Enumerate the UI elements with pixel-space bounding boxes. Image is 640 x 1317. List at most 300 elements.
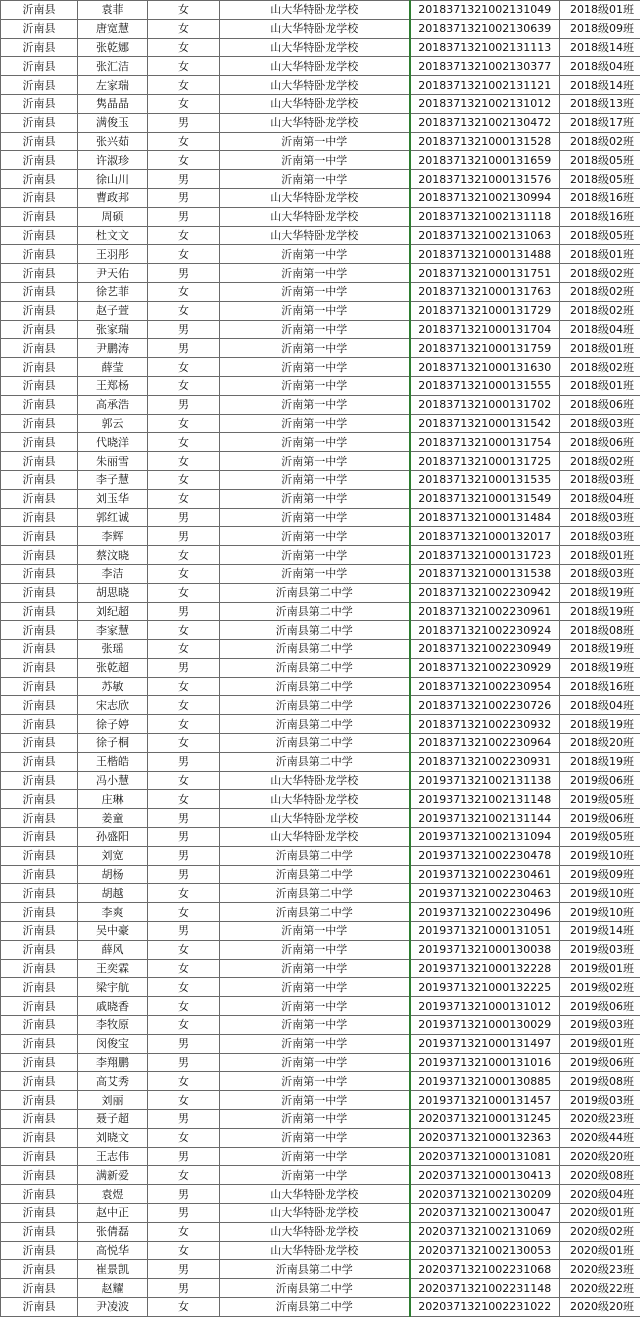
gender-cell: 女 [148, 1241, 220, 1260]
class-cell: 2020级20班 [560, 1147, 640, 1166]
county-cell: 沂南县 [1, 715, 78, 734]
school-cell: 沂南第一中学 [220, 414, 410, 433]
county-cell: 沂南县 [1, 1016, 78, 1035]
county-cell: 沂南县 [1, 922, 78, 941]
table-row [1, 57, 640, 76]
county-cell: 沂南县 [1, 433, 78, 452]
name-cell: 袁煜 [78, 1185, 148, 1204]
school-cell: 沂南县第二中学 [220, 1297, 410, 1316]
county-cell: 沂南县 [1, 752, 78, 771]
gender-cell: 女 [148, 903, 220, 922]
county-cell: 沂南县 [1, 358, 78, 377]
gender-cell: 女 [148, 19, 220, 38]
class-cell: 2018级05班 [560, 226, 640, 245]
name-cell: 郭云 [78, 414, 148, 433]
gender-cell: 女 [148, 1016, 220, 1035]
name-cell: 冯小慧 [78, 771, 148, 790]
county-cell: 沂南县 [1, 940, 78, 959]
name-cell: 高艾秀 [78, 1072, 148, 1091]
school-cell: 沂南第一中学 [220, 940, 410, 959]
table-row [1, 546, 640, 565]
school-cell: 沂南第一中学 [220, 997, 410, 1016]
county-cell: 沂南县 [1, 583, 78, 602]
class-cell: 2020级08班 [560, 1166, 640, 1185]
name-cell: 李子慧 [78, 470, 148, 489]
table-row [1, 1016, 640, 1035]
student-id-cell: 2018371321002230964 [410, 734, 560, 753]
gender-cell: 女 [148, 940, 220, 959]
county-cell: 沂南县 [1, 1, 78, 20]
name-cell: 赵中正 [78, 1204, 148, 1223]
table-row [1, 658, 640, 677]
student-id-cell: 2018371321000131538 [410, 564, 560, 583]
name-cell: 李翔鹏 [78, 1053, 148, 1072]
student-id-cell: 2019371321000130038 [410, 940, 560, 959]
name-cell: 刘晓文 [78, 1128, 148, 1147]
gender-cell: 男 [148, 1185, 220, 1204]
student-id-cell: 2020371321000132363 [410, 1128, 560, 1147]
name-cell: 代晓洋 [78, 433, 148, 452]
class-cell: 2018级20班 [560, 734, 640, 753]
table-row [1, 1185, 640, 1204]
county-cell: 沂南县 [1, 1241, 78, 1260]
name-cell: 袁菲 [78, 1, 148, 20]
class-cell: 2018级03班 [560, 508, 640, 527]
school-cell: 山大华特卧龙学校 [220, 38, 410, 57]
name-cell: 张汇洁 [78, 57, 148, 76]
county-cell: 沂南县 [1, 1260, 78, 1279]
name-cell: 徐子桐 [78, 734, 148, 753]
county-cell: 沂南县 [1, 508, 78, 527]
gender-cell: 女 [148, 978, 220, 997]
name-cell: 蔡汶晓 [78, 546, 148, 565]
name-cell: 薛风 [78, 940, 148, 959]
student-id-cell: 2020371321002130209 [410, 1185, 560, 1204]
table-row [1, 790, 640, 809]
school-cell: 沂南第一中学 [220, 1147, 410, 1166]
student-id-cell: 2018371321002131118 [410, 207, 560, 226]
student-id-cell: 2018371321002230954 [410, 677, 560, 696]
school-cell: 沂南县第二中学 [220, 715, 410, 734]
gender-cell: 女 [148, 226, 220, 245]
school-cell: 山大华特卧龙学校 [220, 94, 410, 113]
table-row [1, 940, 640, 959]
student-id-cell: 2020371321002231022 [410, 1297, 560, 1316]
name-cell: 崔景凯 [78, 1260, 148, 1279]
student-id-cell: 2018371321002230726 [410, 696, 560, 715]
county-cell: 沂南县 [1, 1034, 78, 1053]
gender-cell: 女 [148, 1, 220, 20]
table-row [1, 1222, 640, 1241]
table-row [1, 264, 640, 283]
county-cell: 沂南县 [1, 1128, 78, 1147]
county-cell: 沂南县 [1, 151, 78, 170]
table-row [1, 1297, 640, 1316]
county-cell: 沂南县 [1, 696, 78, 715]
table-row [1, 1147, 640, 1166]
gender-cell: 女 [148, 358, 220, 377]
school-cell: 山大华特卧龙学校 [220, 1241, 410, 1260]
class-cell: 2018级17班 [560, 113, 640, 132]
name-cell: 吴中豪 [78, 922, 148, 941]
table-row [1, 1128, 640, 1147]
name-cell: 郭红诚 [78, 508, 148, 527]
class-cell: 2018级16班 [560, 207, 640, 226]
name-cell: 薛莹 [78, 358, 148, 377]
student-id-cell: 2018371321000131659 [410, 151, 560, 170]
table-row [1, 452, 640, 471]
class-cell: 2019级06班 [560, 1053, 640, 1072]
student-id-cell: 2020371321002231068 [410, 1260, 560, 1279]
table-row [1, 508, 640, 527]
student-id-cell: 2018371321002131063 [410, 226, 560, 245]
gender-cell: 男 [148, 508, 220, 527]
school-cell: 沂南第一中学 [220, 301, 410, 320]
name-cell: 徐艺菲 [78, 282, 148, 301]
gender-cell: 女 [148, 433, 220, 452]
student-id-cell: 2018371321000131702 [410, 395, 560, 414]
table-row [1, 1072, 640, 1091]
class-cell: 2019级06班 [560, 809, 640, 828]
name-cell: 满新爱 [78, 1166, 148, 1185]
class-cell: 2018级04班 [560, 320, 640, 339]
name-cell: 李洁 [78, 564, 148, 583]
class-cell: 2018级03班 [560, 414, 640, 433]
class-cell: 2018级01班 [560, 245, 640, 264]
school-cell: 沂南县第二中学 [220, 734, 410, 753]
gender-cell: 女 [148, 734, 220, 753]
name-cell: 许淑珍 [78, 151, 148, 170]
table-row [1, 903, 640, 922]
gender-cell: 女 [148, 376, 220, 395]
table-row [1, 828, 640, 847]
county-cell: 沂南县 [1, 865, 78, 884]
school-cell: 沂南县第二中学 [220, 1260, 410, 1279]
county-cell: 沂南县 [1, 245, 78, 264]
gender-cell: 女 [148, 621, 220, 640]
table-row [1, 489, 640, 508]
county-cell: 沂南县 [1, 339, 78, 358]
gender-cell: 女 [148, 245, 220, 264]
class-cell: 2018级19班 [560, 715, 640, 734]
gender-cell: 女 [148, 470, 220, 489]
county-cell: 沂南县 [1, 1053, 78, 1072]
name-cell: 张乾超 [78, 658, 148, 677]
student-id-cell: 2018371321000131576 [410, 170, 560, 189]
gender-cell: 男 [148, 113, 220, 132]
school-cell: 沂南第一中学 [220, 470, 410, 489]
student-id-cell: 2018371321000131759 [410, 339, 560, 358]
gender-cell: 女 [148, 997, 220, 1016]
name-cell: 尹天佑 [78, 264, 148, 283]
county-cell: 沂南县 [1, 207, 78, 226]
class-cell: 2018级19班 [560, 658, 640, 677]
gender-cell: 女 [148, 489, 220, 508]
name-cell: 杜文文 [78, 226, 148, 245]
student-id-cell: 2018371321000131725 [410, 452, 560, 471]
name-cell: 李爽 [78, 903, 148, 922]
table-row [1, 997, 640, 1016]
gender-cell: 女 [148, 884, 220, 903]
county-cell: 沂南县 [1, 959, 78, 978]
table-row [1, 245, 640, 264]
student-id-cell: 2018371321002131012 [410, 94, 560, 113]
student-id-cell: 2019371321002131148 [410, 790, 560, 809]
school-cell: 沂南第一中学 [220, 170, 410, 189]
table-row [1, 395, 640, 414]
county-cell: 沂南县 [1, 1204, 78, 1223]
student-id-cell: 2019371321000131016 [410, 1053, 560, 1072]
school-cell: 沂南县第二中学 [220, 677, 410, 696]
student-id-cell: 2018371321000131704 [410, 320, 560, 339]
student-id-cell: 2019371321000131012 [410, 997, 560, 1016]
class-cell: 2019级05班 [560, 828, 640, 847]
table-row [1, 301, 640, 320]
student-id-cell: 2020371321002131069 [410, 1222, 560, 1241]
table-row [1, 358, 640, 377]
gender-cell: 男 [148, 865, 220, 884]
gender-cell: 女 [148, 1166, 220, 1185]
school-cell: 沂南第一中学 [220, 452, 410, 471]
school-cell: 山大华特卧龙学校 [220, 19, 410, 38]
name-cell: 王奕霖 [78, 959, 148, 978]
school-cell: 沂南第一中学 [220, 245, 410, 264]
student-id-cell: 2019371321002230463 [410, 884, 560, 903]
table-row [1, 959, 640, 978]
gender-cell: 男 [148, 658, 220, 677]
school-cell: 沂南第一中学 [220, 358, 410, 377]
class-cell: 2018级02班 [560, 264, 640, 283]
class-cell: 2018级19班 [560, 602, 640, 621]
student-id-cell: 2019371321002131144 [410, 809, 560, 828]
school-cell: 沂南县第二中学 [220, 696, 410, 715]
class-cell: 2018级01班 [560, 339, 640, 358]
class-cell: 2018级06班 [560, 433, 640, 452]
name-cell: 王楷皓 [78, 752, 148, 771]
class-cell: 2018级14班 [560, 38, 640, 57]
class-cell: 2019级01班 [560, 959, 640, 978]
class-cell: 2019级02班 [560, 978, 640, 997]
name-cell: 王志伟 [78, 1147, 148, 1166]
school-cell: 沂南县第二中学 [220, 846, 410, 865]
gender-cell: 女 [148, 696, 220, 715]
student-id-cell: 2018371321002131121 [410, 76, 560, 95]
table-row [1, 640, 640, 659]
gender-cell: 男 [148, 527, 220, 546]
county-cell: 沂南县 [1, 57, 78, 76]
county-cell: 沂南县 [1, 1147, 78, 1166]
school-cell: 沂南第一中学 [220, 508, 410, 527]
gender-cell: 女 [148, 959, 220, 978]
class-cell: 2018级04班 [560, 696, 640, 715]
class-cell: 2018级19班 [560, 640, 640, 659]
county-cell: 沂南县 [1, 771, 78, 790]
class-cell: 2018级01班 [560, 546, 640, 565]
class-cell: 2019级03班 [560, 940, 640, 959]
student-id-cell: 2018371321002131113 [410, 38, 560, 57]
county-cell: 沂南县 [1, 76, 78, 95]
table-row [1, 38, 640, 57]
name-cell: 闵俊宝 [78, 1034, 148, 1053]
gender-cell: 女 [148, 546, 220, 565]
student-id-cell: 2018371321000131484 [410, 508, 560, 527]
table-row [1, 715, 640, 734]
student-id-cell: 2018371321002230932 [410, 715, 560, 734]
gender-cell: 男 [148, 1279, 220, 1298]
school-cell: 沂南第一中学 [220, 1166, 410, 1185]
student-id-cell: 2018371321002230961 [410, 602, 560, 621]
gender-cell: 男 [148, 264, 220, 283]
gender-cell: 男 [148, 602, 220, 621]
student-id-cell: 2018371321002130994 [410, 188, 560, 207]
student-id-cell: 2019371321000130885 [410, 1072, 560, 1091]
gender-cell: 男 [148, 1147, 220, 1166]
school-cell: 沂南第一中学 [220, 151, 410, 170]
school-cell: 山大华特卧龙学校 [220, 828, 410, 847]
table-row [1, 1260, 640, 1279]
table-row [1, 1204, 640, 1223]
school-cell: 山大华特卧龙学校 [220, 1204, 410, 1223]
table-row [1, 771, 640, 790]
gender-cell: 女 [148, 564, 220, 583]
county-cell: 沂南县 [1, 527, 78, 546]
class-cell: 2019级08班 [560, 1072, 640, 1091]
school-cell: 山大华特卧龙学校 [220, 1185, 410, 1204]
county-cell: 沂南县 [1, 113, 78, 132]
school-cell: 沂南第一中学 [220, 1072, 410, 1091]
gender-cell: 女 [148, 1072, 220, 1091]
name-cell: 左家瑞 [78, 76, 148, 95]
table-row [1, 132, 640, 151]
name-cell: 赵子萱 [78, 301, 148, 320]
table-row [1, 734, 640, 753]
table-row [1, 884, 640, 903]
table-row [1, 1241, 640, 1260]
student-id-cell: 2019371321000131457 [410, 1091, 560, 1110]
class-cell: 2018级19班 [560, 583, 640, 602]
name-cell: 张瑶 [78, 640, 148, 659]
name-cell: 王郑杨 [78, 376, 148, 395]
name-cell: 梁宇航 [78, 978, 148, 997]
table-row [1, 376, 640, 395]
gender-cell: 女 [148, 715, 220, 734]
student-id-cell: 2018371321000131763 [410, 282, 560, 301]
county-cell: 沂南县 [1, 546, 78, 565]
county-cell: 沂南县 [1, 452, 78, 471]
class-cell: 2018级04班 [560, 489, 640, 508]
county-cell: 沂南县 [1, 903, 78, 922]
county-cell: 沂南县 [1, 470, 78, 489]
table-row [1, 207, 640, 226]
county-cell: 沂南县 [1, 282, 78, 301]
class-cell: 2018级01班 [560, 376, 640, 395]
school-cell: 沂南第一中学 [220, 1034, 410, 1053]
table-row [1, 527, 640, 546]
county-cell: 沂南县 [1, 170, 78, 189]
gender-cell: 男 [148, 1034, 220, 1053]
table-row [1, 696, 640, 715]
gender-cell: 男 [148, 395, 220, 414]
school-cell: 沂南县第二中学 [220, 884, 410, 903]
student-id-cell: 2019371321000130029 [410, 1016, 560, 1035]
name-cell: 满俊玉 [78, 113, 148, 132]
class-cell: 2018级19班 [560, 752, 640, 771]
class-cell: 2019级03班 [560, 1091, 640, 1110]
county-cell: 沂南县 [1, 132, 78, 151]
county-cell: 沂南县 [1, 846, 78, 865]
class-cell: 2018级02班 [560, 358, 640, 377]
table-row [1, 1279, 640, 1298]
table-row [1, 564, 640, 583]
class-cell: 2018级02班 [560, 282, 640, 301]
student-id-cell: 2018371321000131535 [410, 470, 560, 489]
school-cell: 山大华特卧龙学校 [220, 771, 410, 790]
class-cell: 2020级23班 [560, 1110, 640, 1129]
county-cell: 沂南县 [1, 376, 78, 395]
gender-cell: 男 [148, 1053, 220, 1072]
name-cell: 徐山川 [78, 170, 148, 189]
class-cell: 2019级06班 [560, 997, 640, 1016]
gender-cell: 女 [148, 640, 220, 659]
school-cell: 沂南第一中学 [220, 564, 410, 583]
gender-cell: 女 [148, 1222, 220, 1241]
table-row [1, 339, 640, 358]
table-row [1, 282, 640, 301]
student-id-cell: 2018371321000131630 [410, 358, 560, 377]
name-cell: 胡越 [78, 884, 148, 903]
student-id-cell: 2018371321002131049 [410, 1, 560, 20]
student-id-cell: 2019371321000131497 [410, 1034, 560, 1053]
class-cell: 2018级02班 [560, 452, 640, 471]
school-cell: 沂南第一中学 [220, 1128, 410, 1147]
name-cell: 周硕 [78, 207, 148, 226]
name-cell: 高承浩 [78, 395, 148, 414]
name-cell: 高悦华 [78, 1241, 148, 1260]
student-id-cell: 2018371321000131528 [410, 132, 560, 151]
table-row [1, 978, 640, 997]
school-cell: 沂南第一中学 [220, 376, 410, 395]
gender-cell: 女 [148, 38, 220, 57]
student-id-cell: 2019371321000132228 [410, 959, 560, 978]
gender-cell: 男 [148, 846, 220, 865]
student-id-cell: 2020371321002130047 [410, 1204, 560, 1223]
table-row [1, 320, 640, 339]
student-id-cell: 2018371321000131729 [410, 301, 560, 320]
student-id-cell: 2018371321002230931 [410, 752, 560, 771]
county-cell: 沂南县 [1, 320, 78, 339]
county-cell: 沂南县 [1, 790, 78, 809]
student-id-cell: 2020371321000131081 [410, 1147, 560, 1166]
class-cell: 2020级44班 [560, 1128, 640, 1147]
school-cell: 山大华特卧龙学校 [220, 790, 410, 809]
school-cell: 山大华特卧龙学校 [220, 207, 410, 226]
class-cell: 2018级16班 [560, 188, 640, 207]
student-id-cell: 2019371321000131051 [410, 922, 560, 941]
county-cell: 沂南县 [1, 301, 78, 320]
table-row [1, 677, 640, 696]
table-row [1, 1034, 640, 1053]
table-row [1, 809, 640, 828]
county-cell: 沂南县 [1, 226, 78, 245]
county-cell: 沂南县 [1, 602, 78, 621]
school-cell: 沂南县第二中学 [220, 752, 410, 771]
student-id-cell: 2018371321000131751 [410, 264, 560, 283]
school-cell: 沂南第一中学 [220, 433, 410, 452]
table-row [1, 1053, 640, 1072]
school-cell: 沂南县第二中学 [220, 583, 410, 602]
name-cell: 刘丽 [78, 1091, 148, 1110]
name-cell: 刘纪超 [78, 602, 148, 621]
